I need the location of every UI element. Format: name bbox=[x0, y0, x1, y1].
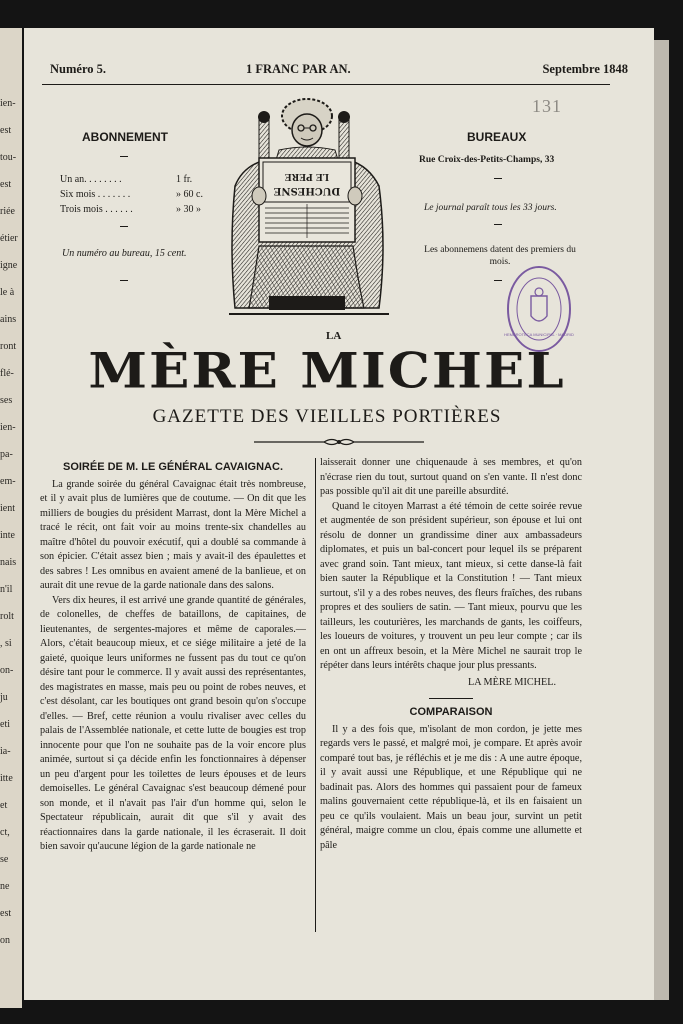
facing-page-fragment: le à bbox=[0, 287, 15, 298]
facing-page-fragment: tou- bbox=[0, 152, 17, 163]
facing-page-fragment: pa- bbox=[0, 449, 13, 460]
facing-page-fragment: se bbox=[0, 854, 9, 865]
article-cavaignac bbox=[40, 456, 306, 855]
illustration-sign-top: LE PERE bbox=[284, 171, 330, 181]
facing-page-fragment: ien- bbox=[0, 422, 16, 433]
facing-page-fragment: igne bbox=[0, 260, 18, 271]
facing-page-fragment: ia- bbox=[0, 746, 11, 757]
subscription-heading: ABONNEMENT bbox=[82, 130, 168, 144]
column-divider bbox=[315, 458, 316, 932]
library-stamp bbox=[504, 264, 574, 354]
article-separator bbox=[429, 698, 473, 699]
article-signature: LA MÈRE MICHEL. bbox=[467, 676, 556, 688]
divider-dash bbox=[120, 156, 128, 157]
article-paragraph: laisserait donner une chiquenaude à ses membres, et qu'on n'écrase rien du tout, surtout quand on s'en vante. Il n'est donc pas possible qu'il ait dit une pareille absurdité. bbox=[320, 457, 582, 497]
facing-page-fragment: itte bbox=[0, 773, 13, 784]
article-paragraph: Vers dix heures, il est arrivé une grande quantité de générales, de colonelles, de cheffes de bataillons, de capitaines, de lieutenantes, de sergentes-majores et même de caporales.—Alors, c'était beaucoup mieux, et ce siége militaire a jeté de la gaieté, quoique leurs uniformes ne fussent pas du tout ce qu'on désire tant pour le commerce. Il y avait aussi des représentantes, des magistrates en masse, mais peu ou point de robes neuves, et c'est désolant, car les boutiques ont grand besoin qu'on s'occupe d'elles. — Bref, cette réunion a voulu rivaliser avec celles du palais de l'Assemblée nationale, et cette lutte de bougies est trop innocente pour que l'on ne souhaite pas de la voir encore plus animée, surtout si ça décide enfin les fonctionnaires à dépenser un peu d'argent pour les toilettes de leurs épouses et de leurs demoiselles. Le général Cavaignac s'est beaucoup démené pour son monde, et il n'avait pas l'air d'un homme qui, selon le Spectateur républicain, aurait dit que s'il y avait des réactionnaires dans la garde nationale, il les écraserait. Il doit bien savoir qu'aucune légion de la garde nationale ne bbox=[40, 594, 306, 852]
facing-page-fragment: ct, bbox=[0, 827, 10, 838]
divider-dash bbox=[494, 280, 502, 281]
facing-page-fragment: est bbox=[0, 125, 12, 136]
portress-illustration bbox=[229, 96, 389, 322]
facing-page-fragment: n'il bbox=[0, 584, 13, 595]
subscription-note: Les abonnemens datent des premiers du mois. bbox=[424, 245, 576, 267]
facing-page-fragment: rolt bbox=[0, 611, 14, 622]
facing-page-fragment: étier bbox=[0, 233, 18, 244]
issue-price: 1 FRANC PAR AN. bbox=[246, 62, 351, 76]
facing-page-fragment: riée bbox=[0, 206, 15, 217]
newspaper-page: Numéro 5. 1 FRANC PAR AN. Septembre 1848 131 ABONNEMENT Un an. . . . . . . . 1 fr. Six mois . . . . . . . » 60 c. Trois mois . . . . . . » 30 » Un numéro au bureau, 15 cent. BUREAUX Rue Croix-des-Petits-Champs, 33 Le journal paraît tous les 33 jours. Les abonnemens datent des premiers du mois. LE PERE DUCHESNE HEMEROTECA MUNICIPAL · MADRID LA MÈRE MICHEL GAZETTE DES VIEILLES PORTIÈRES SOIRÉE DE M. LE GÉNÉRAL CAVAIGNAC. La grande soirée du général Cavaignac était très nombreuse, et il y avait plus de lumières que de coutume. — On dit que les milliers de bougies du président Marrast, dont la Mère Michel a tracé le récit, ont fait voir au moins trente-six chandelles au maître d'hôtel du pouvoir exécutif, qui a doublé sa commande à son épicier. C'était assez bien ; mais y avait-il des épaulettes et des sabres ! Les omnibus en avaient amené de la banlieue, et on aurait dit une revue de la garde nationale dans des salons. Vers dix heures, il est arrivé une grande quantité de générales, de colonelles, de cheffes de bataillons, de capitaines, de lieutenantes, de sergentes-majores et même de caporales.—Alors, c'était beaucoup mieux, et ce siége militaire a jeté de la gaieté, quoique leurs uniformes ne fussent pas du tout ce qu'on désire tant pour le commerce. Il y avait aussi des représentantes, des magistrates en masse, mais peu ou point de robes neuves, et c'est désolant, car les boutiques ont grand besoin qu'on s'occupe d'elles. — Bref, cette réunion a voulu rivaliser avec celles du palais de l'Assemblée nationale, et cette lutte de bougies est trop innocente pour que l'on ne souhaite pas de la voir encore plus animée, surtout si ça décide enfin les fonctionnaires à dépenser un peu d'argent pour les toilettes de leurs épouses et de leurs demoiselles. Le général Cavaignac s'est beaucoup démené pour son monde, et il n'avait pas l'air d'un homme qui, selon le Spectateur républicain, aurait dit que s'il y avait des réactionnaires dans la garde nationale, il les écraserait. Il doit bien savoir qu'aucune légion de la garde nationale ne laisserait donner une chiquenaude à ses membres, et qu'on n'écrase rien du tout, surtout quand on s'en vante. Il n'est donc pas possible qu'il ait dit une pareille absurdité. Quand le citoyen Marrast a été témoin de cette soirée revue et augmentée de son président supérieur, son épouse et lui ont résolu de donner un grandissime diner aux ambassadeurs diplomates, et puis un bal-concert pour lequel ils se préparent avec grand soin. Tant mieux, tant mieux, si cette danse-là fait bien sauter la République et la Constitution ! — Tant mieux surtout, s'il y a des robes neuves, des fleurs fraîches, des rubans propres et des souliers de satin. — Tant mieux, pourvu que les tailleurs, les couturières, les marchands de gants, les coiffeurs, les loueurs de voitures, y trouvent un peu leur compte ; car ils en ont un affreux besoin, et la Mère Michel ne saurait trop le répéter dans leurs intérêts chaque jour plus pressants. LA MÈRE MICHEL. COMPARAISON Il y a des fois que, m'isolant de mon cordon, je jette mes regards vers le passé, et malgré moi, je compare. Et après avoir comparé tout bas, je réfléchis et je me dis : A une autre époque, il y avait aussi une République, et une République qui ne badinait pas. Alors des hommes qui passaient pour de fameux malins gouvernaient cette république-là, et ils en faisaient un peu ce qu'ils voulaient. Mais un beau jour, survint un petit général, maigre comme un clou, épais comme une allumette et pâle bbox=[24, 28, 654, 1000]
ornament-flourish bbox=[254, 437, 424, 447]
facing-page-fragment: flé- bbox=[0, 368, 14, 379]
facing-page-fragment: ien- bbox=[0, 98, 16, 109]
facing-page-fragment: ne bbox=[0, 881, 10, 892]
article-paragraph: Il y a des fois que, m'isolant de mon cordon, je jette mes regards vers le passé, et malgré moi, je compare. Et après avoir comparé tout bas, je réfléchis et je me dis : A une autre époque, il y avait aussi une République, et une République qui ne badinait pas. Alors des hommes qui passaient pour de fameux malins gouvernaient cette république-là, et ils en faisaient un peu ce qu'ils voulaient. Mais un beau jour, survint un petit général, maigre comme un clou, épais comme une allumette et pâle bbox=[320, 723, 582, 851]
divider-dash bbox=[494, 178, 502, 179]
facing-page-fragment: ient bbox=[0, 503, 15, 514]
facing-page-fragment: , si bbox=[0, 638, 12, 649]
masthead-rule bbox=[42, 84, 610, 85]
facing-page-fragment: eti bbox=[0, 719, 10, 730]
facing-page-edge bbox=[0, 28, 22, 1008]
facing-page-fragment: inte bbox=[0, 530, 15, 541]
article-paragraph: Quand le citoyen Marrast a été témoin de cette soirée revue et augmentée de son président supérieur, son épouse et lui ont résolu de donner un grandissime diner aux ambassadeurs diplomates, et puis un bal-concert pour lequel ils se préparent avec grand soin. Tant mieux, tant mieux, si cette danse-là fait bien sauter la République et la Constitution ! — Tant mieux surtout, s'il y a des robes neuves, des fleurs fraîches, des rubans propres et des souliers de satin. — Tant mieux, pourvu que les tailleurs, les couturières, les marchands de gants, les coiffeurs, les loueurs de voitures, y trouvent un peu leur compte ; car ils en ont un affreux besoin, et la Mère Michel ne saurait trop le répéter dans leurs intérêts chaque jour plus pressants. bbox=[320, 500, 582, 671]
divider-dash bbox=[494, 224, 502, 225]
facing-page-fragment: ju bbox=[0, 692, 8, 703]
facing-page-fragment: em- bbox=[0, 476, 16, 487]
newspaper-subtitle: GAZETTE DES VIEILLES PORTIÈRES bbox=[152, 406, 502, 427]
masthead-top-line bbox=[50, 62, 628, 78]
issue-number: Numéro 5. bbox=[50, 62, 107, 76]
article-continuation bbox=[320, 456, 582, 853]
issue-date: Septembre 1848 bbox=[542, 62, 628, 76]
facing-page-fragment: est bbox=[0, 179, 12, 190]
facing-page-fragment: est bbox=[0, 908, 12, 919]
newspaper-title: MÈRE MICHEL bbox=[88, 342, 566, 400]
article-title: COMPARAISON bbox=[409, 706, 493, 718]
article-title: SOIRÉE DE M. LE GÉNÉRAL CAVAIGNAC. bbox=[62, 461, 284, 473]
single-issue-price: Un numéro au bureau, 15 cent. bbox=[62, 248, 187, 259]
facing-page-fragment: on- bbox=[0, 665, 14, 676]
facing-page-fragment: ses bbox=[0, 395, 13, 406]
article-paragraph: La grande soirée du général Cavaignac était très nombreuse, et il y avait plus de lumières que de coutume. — On dit que les milliers de bougies du président Marrast, dont la Mère Michel a tracé le récit, ont fait voir au moins trente-six chandelles au maître d'hôtel du pouvoir exécutif, qui a doublé sa commande à son épicier. C'était assez bien ; mais y avait-il des épaulettes et des sabres ! Les omnibus en avaient amené de la banlieue, et on aurait dit une revue de la garde nationale dans des salons. bbox=[40, 478, 306, 591]
illustration-sign-bottom: DUCHESNE bbox=[273, 185, 341, 196]
facing-page-fragment: et bbox=[0, 800, 8, 811]
facing-page-fragment: nais bbox=[0, 557, 17, 568]
facing-page-fragment: ains bbox=[0, 314, 17, 325]
facing-page-fragment: on bbox=[0, 935, 10, 946]
title-prefix: LA bbox=[326, 330, 342, 342]
facing-page-fragment: ront bbox=[0, 341, 17, 352]
archive-number: 131 bbox=[532, 96, 562, 116]
divider-dash bbox=[120, 280, 128, 281]
office-address: Rue Croix-des-Petits-Champs, 33 bbox=[419, 155, 555, 165]
office-heading: BUREAUX bbox=[467, 130, 527, 144]
divider-dash bbox=[120, 226, 128, 227]
publication-frequency: Le journal paraît tous les 33 jours. bbox=[424, 203, 557, 213]
stamp-text: HEMEROTECA MUNICIPAL · MADRID bbox=[504, 332, 574, 337]
